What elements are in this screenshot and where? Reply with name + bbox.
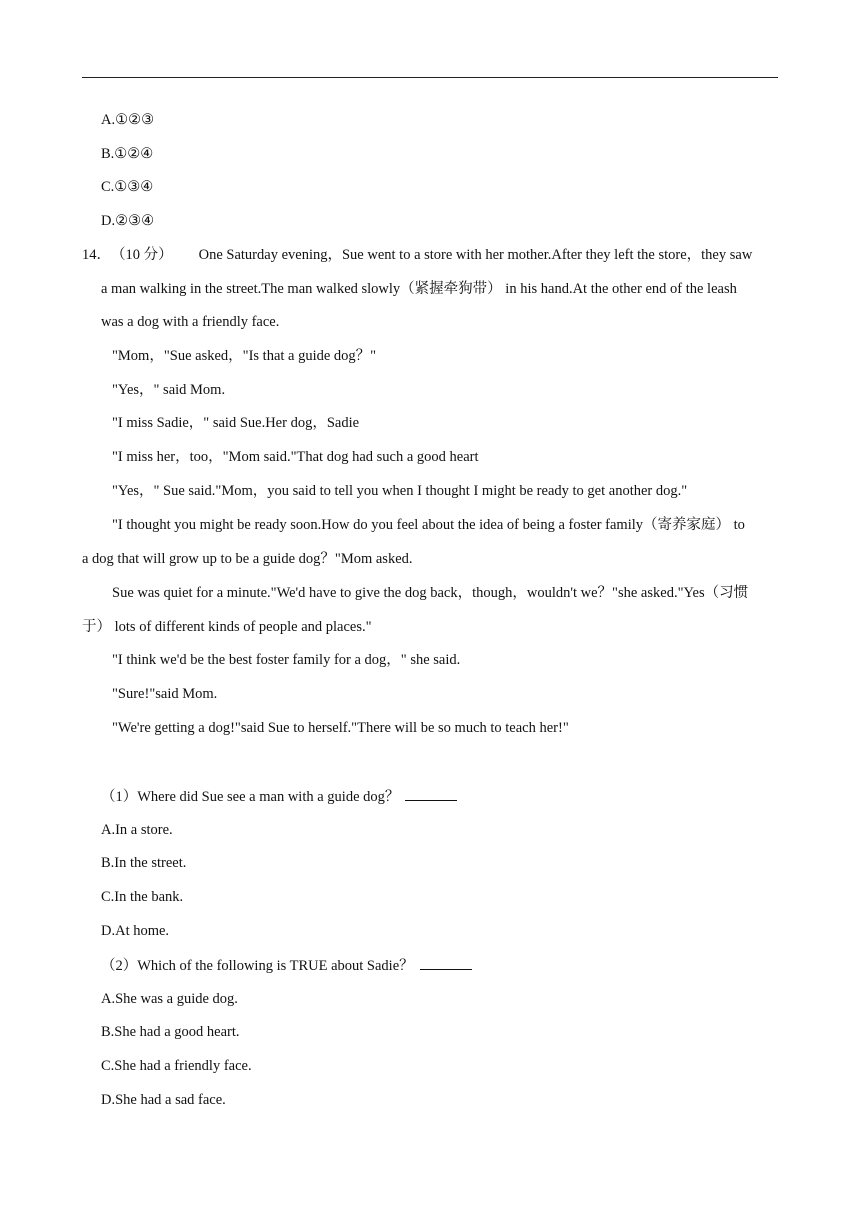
- quiet-paragraph-line-2: 于） lots of different kinds of people and places.": [82, 619, 372, 635]
- option-b-prev: B.①②④: [101, 146, 154, 162]
- passage-line-1: One Saturday evening，Sue went to a store with her mother.After they left the store，they saw: [198, 247, 753, 263]
- dialog-line: "Yes，" said Mom.: [112, 382, 226, 398]
- foster-paragraph-line-1: "I thought you might be ready soon.How do you feel about the idea of being a foster family（寄养家庭） to: [112, 517, 745, 533]
- dialog-line: "I think we'd be the best foster family for a dog，" she said.: [112, 652, 461, 668]
- dialog-line: "Mom，"Sue asked，"Is that a guide dog？": [112, 348, 377, 364]
- sub1-option-a: A.In a store.: [101, 822, 173, 838]
- foster-paragraph-line-2: a dog that will grow up to be a guide dog？"Mom asked.: [82, 551, 413, 567]
- option-c-prev: C.①③④: [101, 179, 154, 195]
- question-14-line1: [82, 245, 780, 265]
- sub-question-1: [101, 786, 457, 807]
- sub2-option-c: C.She had a friendly face.: [101, 1058, 252, 1074]
- answer-blank[interactable]: [405, 786, 457, 801]
- dialog-line: "Yes，" Sue said."Mom，you said to tell you when I thought I might be ready to get another dog.": [112, 483, 688, 499]
- sub-question-2: [101, 955, 472, 976]
- dialog-line: "We're getting a dog!"said Sue to herself."There will be so much to teach her!": [112, 720, 569, 736]
- sub2-option-b: B.She had a good heart.: [101, 1024, 240, 1040]
- sub-question-1-prompt: （1）Where did Sue see a man with a guide dog？: [101, 789, 400, 805]
- quiet-paragraph-line-1: Sue was quiet for a minute."We'd have to give the dog back，though，wouldn't we？"she asked."Yes（习惯: [112, 585, 749, 601]
- option-d-prev: D.②③④: [101, 213, 155, 229]
- sub-question-2-prompt: （2）Which of the following is TRUE about Sadie？: [101, 958, 414, 974]
- question-points: （10 分）: [111, 247, 173, 263]
- header-rule: [82, 77, 778, 78]
- sub2-option-a: A.She was a guide dog.: [101, 991, 238, 1007]
- dialog-line: "I miss her，too，"Mom said."That dog had such a good heart: [112, 449, 479, 465]
- sub1-option-c: C.In the bank.: [101, 889, 184, 905]
- answer-blank[interactable]: [420, 955, 472, 970]
- dialog-line: "I miss Sadie，" said Sue.Her dog，Sadie: [112, 415, 360, 431]
- passage-line-3: was a dog with a friendly face.: [101, 314, 280, 330]
- dialog-line: "Sure!"said Mom.: [112, 686, 218, 702]
- option-a-prev: A.①②③: [101, 112, 155, 128]
- sub1-option-b: B.In the street.: [101, 855, 187, 871]
- sub2-option-d: D.She had a sad face.: [101, 1092, 226, 1108]
- passage-line-2: a man walking in the street.The man walked slowly（紧握牵狗带） in his hand.At the other end of the leash: [101, 281, 737, 297]
- sub1-option-d: D.At home.: [101, 923, 170, 939]
- question-number: 14．: [82, 247, 111, 263]
